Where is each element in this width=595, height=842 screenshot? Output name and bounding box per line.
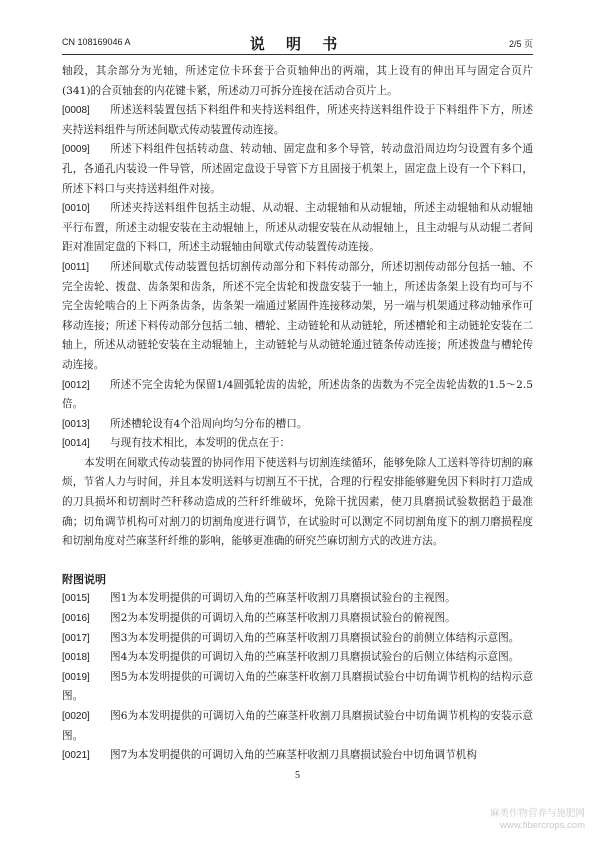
- section-heading: 附图说明: [62, 572, 106, 586]
- paragraph-text: 所述送料装置包括下料组件和夹持送料组件，所述夹持送料组件设于下料组件下方，所述夹持送料组件与所述间歇式传动装置传动连接。: [62, 104, 533, 136]
- paragraph-number: [0018]: [62, 652, 90, 664]
- paragraph-text: 所述下料组件包括转动盘、转动轴、固定盘和多个导管，转动盘沿周边均匀设置有多个通孔，各通孔内装设一件导管，所述固定盘设于导管下方且固接于机架上，固定盘上设有一个下料口，所述下料口与夹持送料组件对接。: [62, 143, 533, 195]
- paragraph-0009: [62, 140, 533, 199]
- paragraph-text: 图7为本发明提供的可调切入角的苎麻茎杆收割刀具磨损试验台中切角调节机构: [110, 749, 477, 762]
- paragraph-text: 所述不完全齿轮为保留1/4圆弧轮齿的齿轮，所述齿条的齿数为不完全齿轮齿数的1.5～2.5倍。: [62, 378, 533, 411]
- page-indicator: 2/5 页: [508, 39, 533, 49]
- page-header: [62, 32, 533, 55]
- paragraph-0008: [62, 101, 533, 140]
- watermark-name: 麻类作物营养与施肥网: [489, 808, 585, 819]
- paragraph-text: 图3为本发明提供的可调切入角的苎麻茎杆收割刀具磨损试验台的前侧立体结构示意图。: [110, 631, 520, 644]
- paragraph-advantages: 本发明在间歇式传动装置的协同作用下使送料与切割连续循环，能够免除人工送料等待切割的麻烦，节省人力与时间，并且本发明送料与切割互不干扰，合理的行程安排能够避免因下料时打刀造成的刀具损坏和切割时苎秆移动造成的苎秆纤维破坏，免除干扰因素，使刀具磨损试验数据趋于最准确；切角调节机构可对割刀的切割角度进行调节，在试验时可以测定不同切割角度下的割刀磨损程度和切割角度对苎麻茎秆纤维的影响，能够更准确的研究苎麻切割方式的改进方法。: [62, 456, 533, 548]
- paragraph-text: 图1为本发明提供的可调切入角的苎麻茎杆收割刀具磨损试验台的主视图。: [110, 592, 456, 605]
- paragraph-number: [0014]: [62, 438, 90, 450]
- paragraph-number: [0012]: [62, 379, 90, 391]
- paragraph-0020: [62, 707, 533, 746]
- paragraph-0013: [62, 415, 533, 435]
- body-text: [62, 62, 533, 766]
- patent-number: CN 108169046 A: [62, 37, 131, 47]
- paragraph-0010: [62, 199, 533, 258]
- paragraph-text: 图6为本发明提供的可调切入角的苎麻茎杆收割刀具磨损试验台中切角调节机构的安装示意图。: [62, 710, 533, 742]
- paragraph-number: [0009]: [62, 144, 90, 156]
- paragraph-text: 所述间歇式传动装置包括切割传动部分和下料传动部分，所述切割传动部分包括一轴、不完全齿轮、拨盘、齿条架和齿条，所述不完全齿轮和拨盘安装于一轴上，所述齿条架上设有均可与不完全齿轮啮合的上下两条齿条，齿条架一端通过紧固件连接移动架，另一端与机架通过移动轴承作可移动连接；所述下料传动部分包括二轴、槽轮、主动链轮和从动链轮，所述槽轮和主动链轮安装在二轴上，所述从动链轮安装在主动辊轴上，主动链轮与从动链轮通过链条传动连接；所述拨盘与槽轮传动连接。: [62, 260, 533, 371]
- paragraph-number: [0021]: [62, 750, 90, 762]
- paragraph-0012: [62, 376, 533, 415]
- paragraph-0016: [62, 609, 533, 629]
- paragraph-number: [0010]: [62, 203, 90, 215]
- paragraph-number: [0008]: [62, 105, 90, 117]
- paragraph-text: 图4为本发明提供的可调切入角的苎麻茎杆收割刀具磨损试验台的后侧立体结构示意图。: [110, 651, 520, 664]
- paragraph-number: [0017]: [62, 632, 90, 644]
- paragraph-number: [0015]: [62, 593, 90, 605]
- paragraph-number: [0016]: [62, 613, 90, 625]
- paragraph-number: [0020]: [62, 711, 90, 722]
- page-number: 5: [295, 770, 300, 781]
- paragraph-number: [0013]: [62, 418, 90, 430]
- paragraph-number: [0019]: [62, 671, 90, 683]
- paragraph-text: 与现有技术相比，本发明的优点在于：: [110, 437, 291, 450]
- page-title: 说 明 书: [249, 35, 346, 53]
- paragraph-text: 所述夹持送料组件包括主动辊、从动辊、主动辊轴和从动辊轴，所述主动辊轴和从动辊轴平行布置，所述主动辊安装在主动辊轴上，所述从动辊安装在从动辊轴上，且主动辊与从动辊二者间距对准固定盘的下料口，所述主动辊轴由间歇式传动装置传动连接。: [62, 202, 533, 254]
- paragraph-text: 图5为本发明提供的可调切入角的苎麻茎杆收割刀具磨损试验台中切角调节机构的结构示意图。: [62, 670, 533, 703]
- watermark-url: www.fibercrops.com: [500, 820, 585, 831]
- paragraph-text: 图2为本发明提供的可调切入角的苎麻茎杆收割刀具磨损试验台的俯视图。: [110, 612, 456, 625]
- paragraph-0021: [62, 746, 533, 766]
- paragraph-0011: [62, 258, 533, 376]
- paragraph-0019: [62, 668, 533, 707]
- paragraph-0017: [62, 629, 533, 649]
- paragraph-number: [0011]: [62, 261, 90, 273]
- paragraph-0014: [62, 434, 533, 454]
- paragraph-0018: [62, 648, 533, 668]
- paragraph-continued: 轴段，其余部分为光轴，所述定位卡环套于合页轴伸出的两端，其上设有的伸出耳与固定合页片(341)的合页轴套的内花键卡紧，所述动刀可拆分连接在活动合页片上。: [62, 65, 533, 97]
- paragraph-text: 所述槽轮设有4个沿周向均匀分布的槽口。: [110, 417, 308, 430]
- paragraph-0015: [62, 589, 533, 609]
- watermark: [490, 808, 585, 832]
